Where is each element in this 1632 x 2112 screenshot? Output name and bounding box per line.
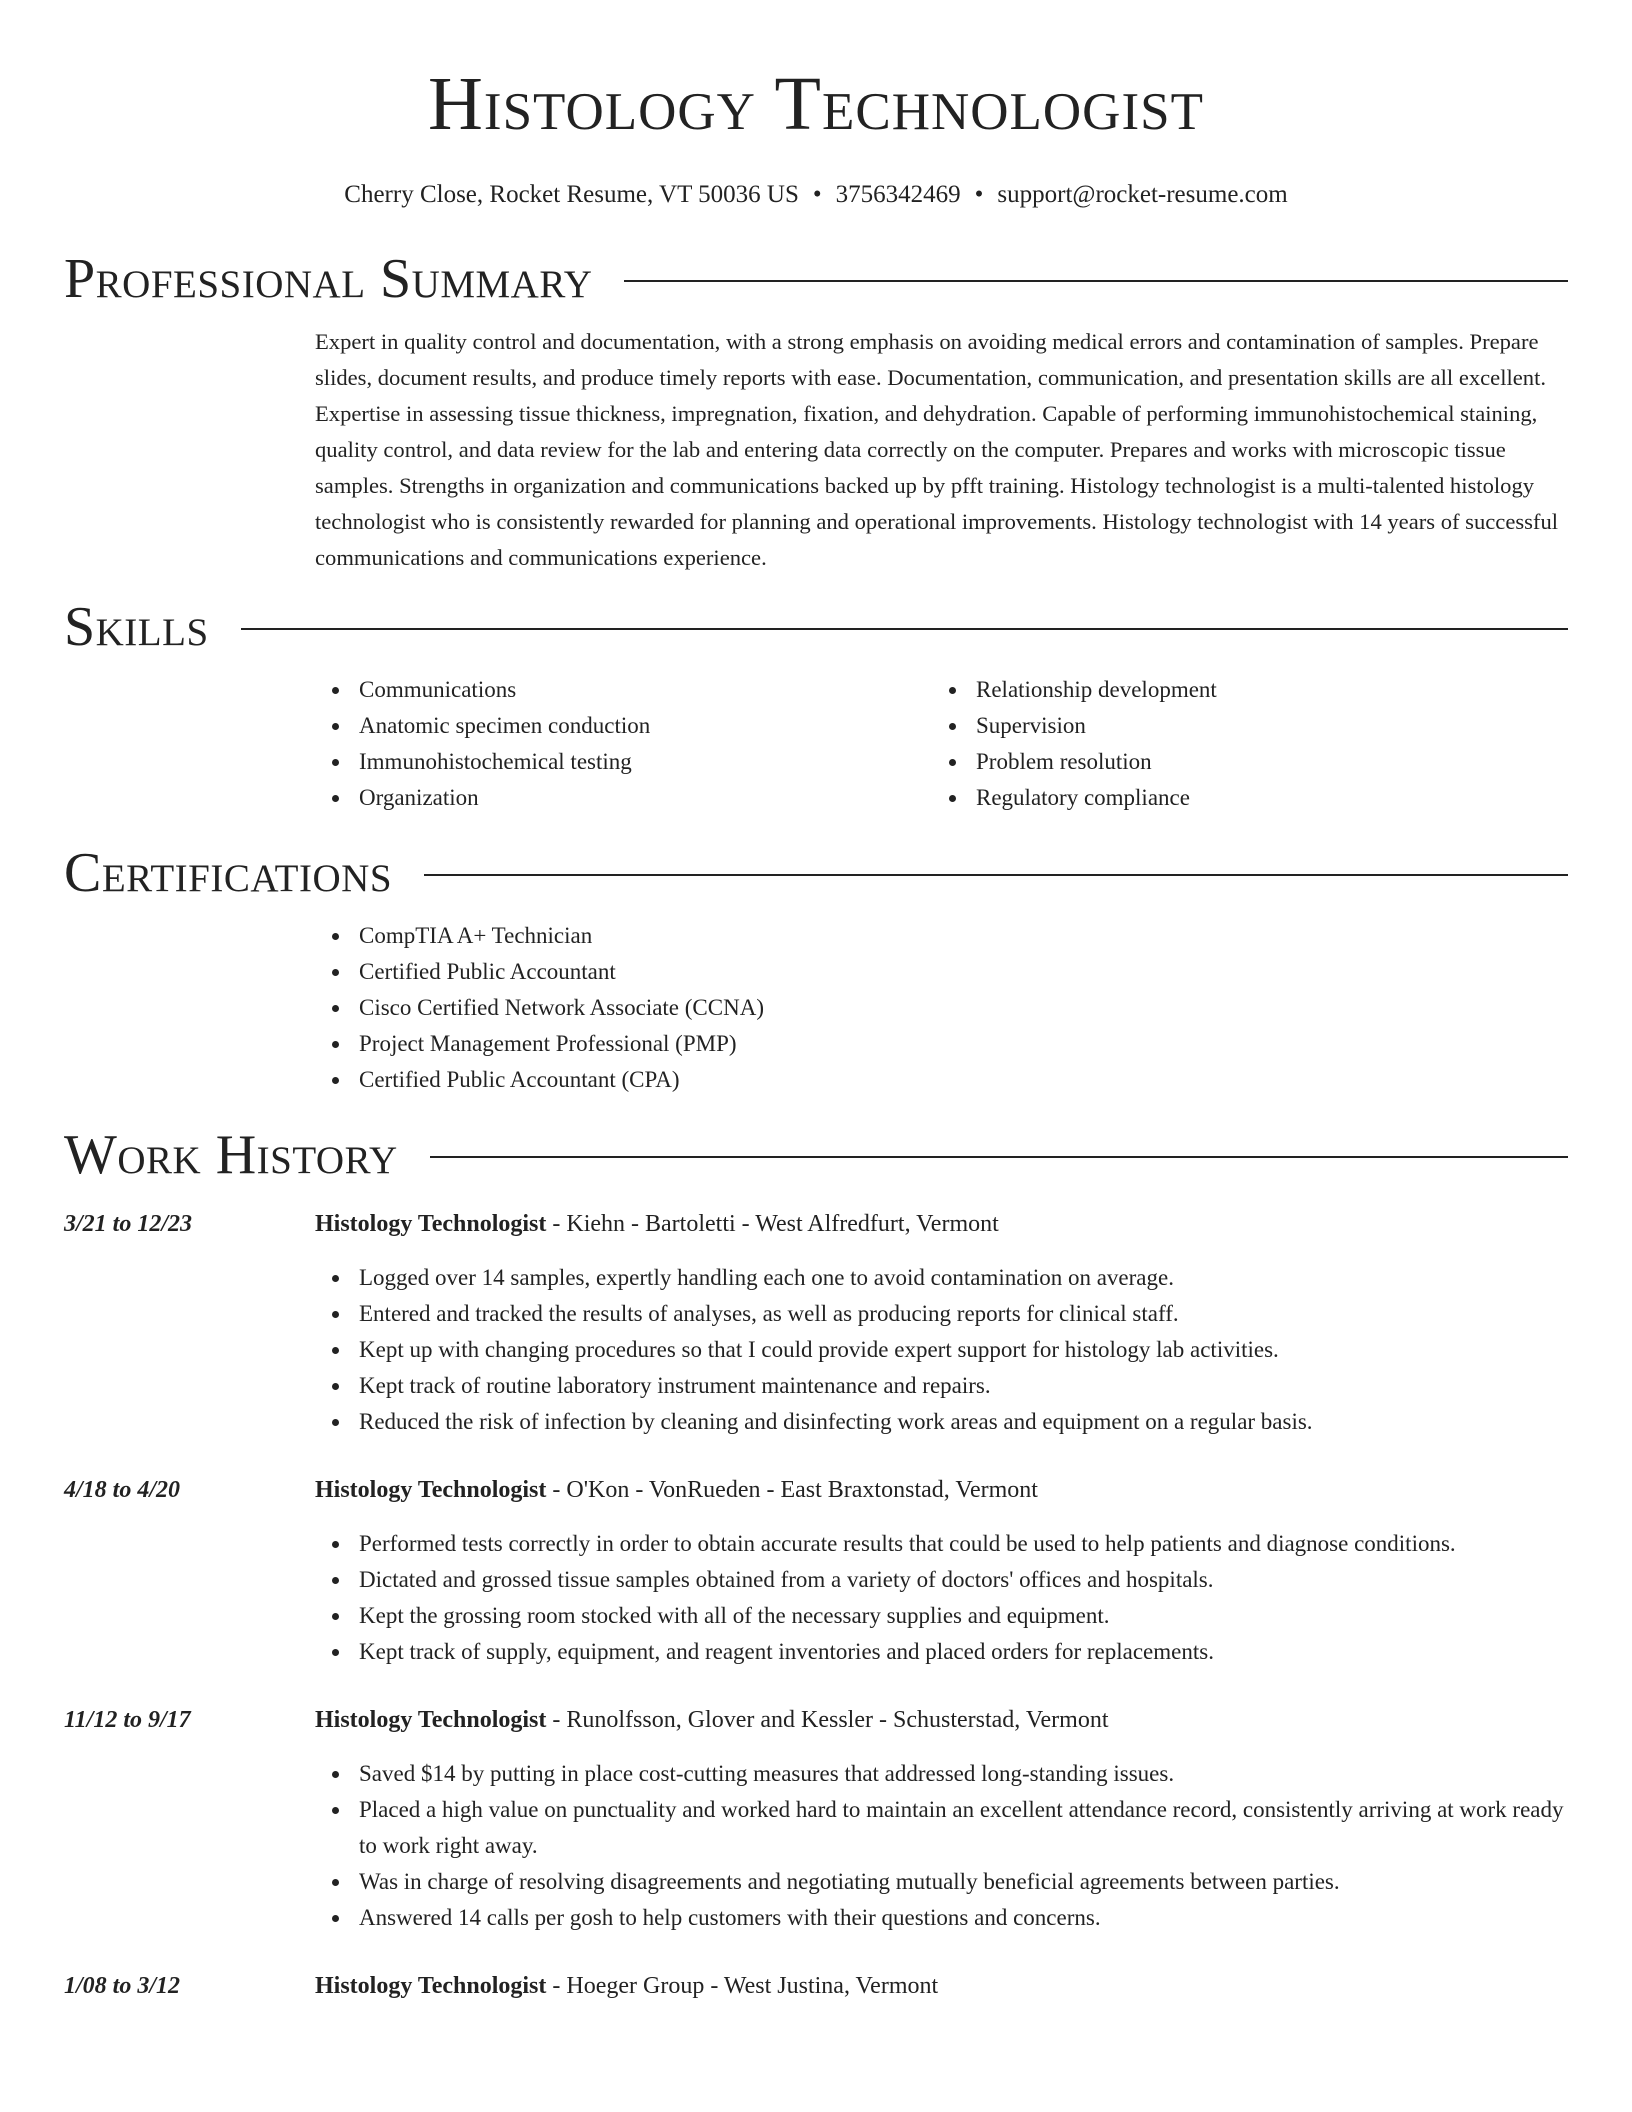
job-title: Histology Technologist bbox=[315, 1707, 547, 1733]
job-employer: - Hoeger Group - West Justina, Vermont bbox=[546, 1973, 939, 1999]
job-duty-item: Saved $14 by putting in place cost-cutting measures that addressed long-standing issues. bbox=[315, 1756, 1568, 1792]
summary-section-title: Professional Summary bbox=[64, 248, 593, 310]
job-dates: 11/12 to 9/17 bbox=[64, 1707, 191, 1733]
job-entry bbox=[64, 1206, 1568, 1440]
work-section-title: Work History bbox=[64, 1124, 398, 1186]
job-employer: - Kiehn - Bartoletti - West Alfredfurt, Vermont bbox=[546, 1211, 999, 1237]
skill-item: Problem resolution bbox=[932, 744, 1549, 780]
skill-item: Anatomic specimen conduction bbox=[315, 708, 932, 744]
skill-item: Immunohistochemical testing bbox=[315, 744, 932, 780]
job-entry bbox=[64, 1968, 1568, 2004]
contact-email: support@rocket-resume.com bbox=[997, 181, 1288, 208]
job-heading bbox=[315, 1206, 1568, 1242]
job-title: Histology Technologist bbox=[315, 1477, 547, 1503]
job-duty-item: Answered 14 calls per gosh to help customers with their questions and concerns. bbox=[315, 1900, 1568, 1936]
skills-section-header bbox=[64, 594, 1568, 660]
resume-title: Histology Technologist bbox=[428, 62, 1204, 146]
skills-section-title: Skills bbox=[64, 596, 209, 658]
skill-item: Communications bbox=[315, 672, 932, 708]
skill-item: Regulatory compliance bbox=[932, 780, 1549, 816]
job-duty-item: Was in charge of resolving disagreements and negotiating mutually beneficial agreements between parties. bbox=[315, 1864, 1568, 1900]
certifications-list bbox=[315, 918, 1568, 1098]
job-duty-item: Entered and tracked the results of analyses, as well as producing reports for clinical staff. bbox=[315, 1296, 1568, 1332]
section-divider bbox=[424, 874, 1568, 876]
job-duty-item: Kept up with changing procedures so that I could provide expert support for histology lab activities. bbox=[315, 1332, 1568, 1368]
certifications-section-header bbox=[64, 840, 1568, 906]
job-duty-item: Placed a high value on punctuality and worked hard to maintain an excellent attendance record, consistently arriving at work ready to work right away. bbox=[315, 1792, 1568, 1864]
contact-line bbox=[64, 180, 1568, 210]
summary-text: Expert in quality control and documentation, with a strong emphasis on avoiding medical errors and contamination of samples. Prepare slides, document results, and produce timely reports with ease. Documentation, communication, and presentation skills are all excellent. Expertise in assessing tissue thickness, impregnation, fixation, and dehydration. Capable of performing immunohistochemical staining, quality control, and data review for the lab and entering data correctly on the computer. Prepares and works with microscopic tissue samples. Strengths in organization and communications backed up by pfft training. Histology technologist is a multi-talented histology technologist who is consistently rewarded for planning and operational improvements. Histology technologist with 14 years of successful communications and communications experience. bbox=[315, 329, 1559, 570]
job-duty-item: Dictated and grossed tissue samples obtained from a variety of doctors' offices and hospitals. bbox=[315, 1562, 1568, 1598]
skill-item: Relationship development bbox=[932, 672, 1549, 708]
certifications-section-title: Certifications bbox=[64, 842, 393, 904]
contact-address: Cherry Close, Rocket Resume, VT 50036 US bbox=[344, 181, 799, 208]
section-divider bbox=[430, 1156, 1568, 1158]
summary-section bbox=[315, 324, 1568, 576]
job-duties bbox=[315, 1756, 1568, 1936]
job-dates: 3/21 to 12/23 bbox=[64, 1211, 193, 1237]
contact-separator: • bbox=[812, 181, 822, 208]
job-heading bbox=[315, 1472, 1568, 1508]
job-dates: 4/18 to 4/20 bbox=[64, 1477, 181, 1503]
section-divider bbox=[624, 280, 1568, 282]
job-dates: 1/08 to 3/12 bbox=[64, 1973, 181, 1999]
job-employer: - O'Kon - VonRueden - East Braxtonstad, Vermont bbox=[546, 1477, 1038, 1503]
job-duty-item: Kept track of routine laboratory instrument maintenance and repairs. bbox=[315, 1368, 1568, 1404]
job-title: Histology Technologist bbox=[315, 1211, 547, 1237]
job-entry bbox=[64, 1702, 1568, 1936]
certification-item: Project Management Professional (PMP) bbox=[315, 1026, 1568, 1062]
job-duty-item: Performed tests correctly in order to obtain accurate results that could be used to help patients and diagnose conditions. bbox=[315, 1526, 1568, 1562]
work-section-header bbox=[64, 1122, 1568, 1188]
job-entry bbox=[64, 1472, 1568, 1670]
job-duty-item: Reduced the risk of infection by cleaning and disinfecting work areas and equipment on a regular basis. bbox=[315, 1404, 1568, 1440]
job-duty-item: Kept track of supply, equipment, and reagent inventories and placed orders for replacements. bbox=[315, 1634, 1568, 1670]
skill-item: Organization bbox=[315, 780, 932, 816]
job-employer: - Runolfsson, Glover and Kessler - Schusterstad, Vermont bbox=[546, 1707, 1109, 1733]
job-duty-item: Kept the grossing room stocked with all of the necessary supplies and equipment. bbox=[315, 1598, 1568, 1634]
skill-item: Supervision bbox=[932, 708, 1549, 744]
job-heading bbox=[315, 1968, 1568, 2004]
certification-item: CompTIA A+ Technician bbox=[315, 918, 1568, 954]
skills-column-right bbox=[932, 672, 1549, 816]
resume-page bbox=[64, 0, 1568, 2004]
certification-item: Certified Public Accountant (CPA) bbox=[315, 1062, 1568, 1098]
summary-section-header bbox=[64, 246, 1568, 312]
certification-item: Cisco Certified Network Associate (CCNA) bbox=[315, 990, 1568, 1026]
skills-column-left bbox=[315, 672, 932, 816]
contact-phone: 3756342469 bbox=[835, 181, 961, 208]
job-title: Histology Technologist bbox=[315, 1973, 547, 1999]
job-duties bbox=[315, 1260, 1568, 1440]
job-duty-item: Logged over 14 samples, expertly handling each one to avoid contamination on average. bbox=[315, 1260, 1568, 1296]
section-divider bbox=[241, 628, 1568, 630]
skills-list bbox=[315, 672, 1568, 816]
certification-item: Certified Public Accountant bbox=[315, 954, 1568, 990]
contact-separator: • bbox=[974, 181, 984, 208]
job-heading bbox=[315, 1702, 1568, 1738]
job-duties bbox=[315, 1526, 1568, 1670]
